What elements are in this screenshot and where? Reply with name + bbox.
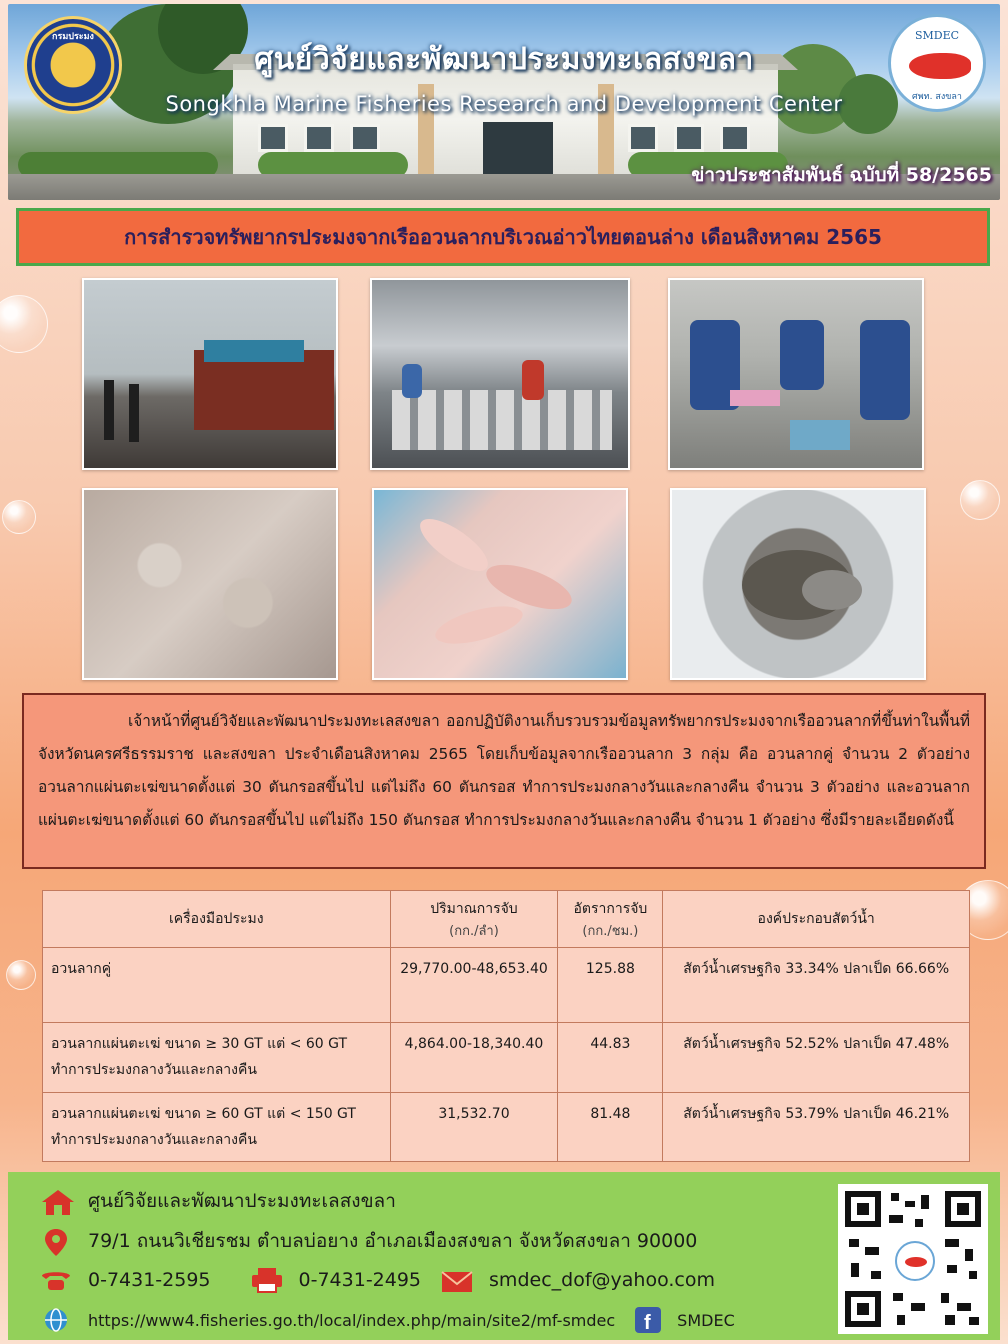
news-headline: การสำรวจทรัพยากรประมงจากเรืออวนลากบริเวณอ่าวไทยตอนล่าง เดือนสิงหาคม 2565	[16, 208, 990, 266]
photo-fish-market-hall	[370, 278, 630, 470]
facebook-icon	[633, 1306, 663, 1334]
footer-org-row: ศูนย์วิจัยและพัฒนาประมงทะเลสงขลา	[38, 1186, 396, 1216]
fax-number[interactable]: 0-7431-2495	[298, 1269, 422, 1291]
photo-staff-sorting-catch	[668, 278, 924, 470]
footer-address-row: 79/1 ถนนวิเชียรชม ตำบลบ่อยาง อำเภอเมืองสงขลา จังหวัดสงขลา 90000	[38, 1226, 697, 1256]
catch-cell: 31,532.70	[390, 1093, 558, 1162]
composition-cell: สัตว์น้ำเศรษฐกิจ 33.34% ปลาเป็ด 66.66%	[663, 948, 970, 1023]
fax-printer-icon	[249, 1266, 285, 1294]
issue-number: ข่าวประชาสัมพันธ์ ฉบับที่ 58/2565	[691, 164, 992, 186]
header-gear: เครื่องมือประมง	[43, 891, 391, 948]
decor-bubble	[0, 295, 48, 353]
email-link[interactable]: smdec_dof@yahoo.com	[489, 1269, 715, 1291]
phone-number[interactable]: 0-7431-2595	[88, 1269, 211, 1291]
rate-cell: 44.83	[558, 1023, 663, 1093]
photo-red-fish-basket	[372, 488, 628, 680]
svg-text:f: f	[644, 1312, 651, 1334]
footer-web-row	[38, 1306, 735, 1334]
header-rate: อัตราการจับ (กก./ชม.)	[558, 891, 663, 948]
news-description: เจ้าหน้าที่ศูนย์วิจัยและพัฒนาประมงทะเลสงขลา ออกปฏิบัติงานเก็บรวบรวมข้อมูลทรัพยากรประมงจากเรืออวนลากที่ขึ้นท่าในพื้นที่จังหวัดนครศรีธรรมราช และสงขลา ประจำเดือนสิงหาคม 2565 โดยเก็บข้อมูลจากเรืออวนลาก 3 กลุ่ม คือ อวนลากคู่ จำนวน 2 ตัวอย่าง อวนลากแผ่นตะเฆ่ขนาดตั้งแต่ 30 ตันกรอสขึ้นไป แต่ไม่ถึง 60 ตันกรอส ทำการประมงกลางวันและกลางคืน จำนวน 3 ตัวอย่าง และอวนลากแผ่นตะเฆ่ขนาดตั้งแต่ 60 ตันกรอสขึ้นไป แต่ไม่ถึง 150 ตันกรอส ทำการประมงกลางวันและกลางคืน จำนวน 1 ตัวอย่าง ซึ่งมีรายละเอียดดังนี้	[22, 693, 986, 869]
photo-trawler-boats	[82, 278, 338, 470]
decor-bubble	[960, 480, 1000, 520]
gear-cell: อวนลากแผ่นตะเฆ่ ขนาด ≥ 30 GT แต่ < 60 GT ทำการประมงกลางวันและกลางคืน	[43, 1023, 391, 1093]
catch-cell: 4,864.00-18,340.40	[390, 1023, 558, 1093]
home-icon	[38, 1187, 74, 1215]
globe-icon	[38, 1306, 74, 1334]
header-composition: องค์ประกอบสัตว์น้ำ	[663, 891, 970, 948]
email-icon	[439, 1266, 475, 1294]
photo-squid-pile	[82, 488, 338, 680]
center-title-thai: ศูนย์วิจัยและพัฒนาประมงทะเลสงขลา	[254, 42, 754, 77]
qr-code[interactable]	[838, 1184, 988, 1334]
catch-table	[42, 890, 970, 1162]
footer-phone-row	[38, 1266, 715, 1294]
facebook-link[interactable]: SMDEC	[677, 1310, 735, 1330]
rate-cell: 81.48	[558, 1093, 663, 1162]
table-row	[43, 948, 970, 1023]
smdec-logo: SMDEC ศพท. สงขลา	[888, 14, 986, 112]
gear-cell: อวนลากคู่	[43, 948, 391, 1023]
website-link[interactable]: https://www4.fisheries.go.th/local/index.php/main/site2/mf-smdec	[88, 1310, 616, 1330]
header-catch: ปริมาณการจับ (กก./ลำ)	[390, 891, 558, 948]
gear-cell: อวนลากแผ่นตะเฆ่ ขนาด ≥ 60 GT แต่ < 150 GT ทำการประมงกลางวันและกลางคืน	[43, 1093, 391, 1162]
composition-cell: สัตว์น้ำเศรษฐกิจ 53.79% ปลาเป็ด 46.21%	[663, 1093, 970, 1162]
phone-icon	[38, 1266, 74, 1294]
dof-logo: กรมประมง	[24, 16, 122, 114]
catch-cell: 29,770.00-48,653.40	[390, 948, 558, 1023]
header-banner	[8, 4, 1000, 200]
location-pin-icon	[38, 1227, 74, 1255]
table-row	[43, 1093, 970, 1162]
decor-bubble	[2, 500, 36, 534]
contact-footer	[8, 1172, 1000, 1340]
decor-bubble	[6, 960, 36, 990]
photo-mixed-fish-basket	[670, 488, 926, 680]
composition-cell: สัตว์น้ำเศรษฐกิจ 52.52% ปลาเป็ด 47.48%	[663, 1023, 970, 1093]
table-row	[43, 1023, 970, 1093]
center-title-english: Songkhla Marine Fisheries Research and Development Center	[165, 92, 843, 116]
rate-cell: 125.88	[558, 948, 663, 1023]
